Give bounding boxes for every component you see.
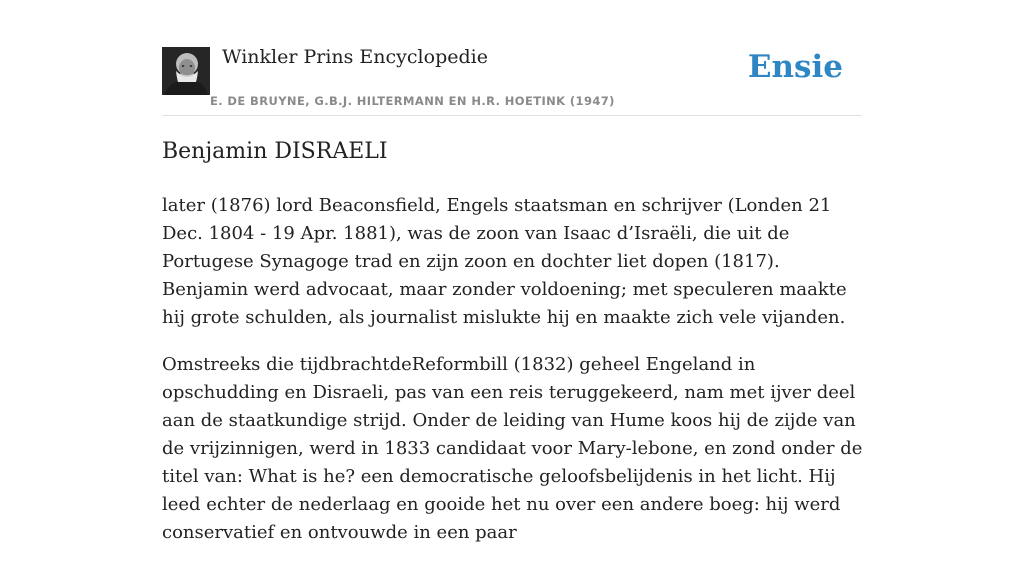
article-title: Benjamin DISRAELI xyxy=(162,139,388,164)
source-authors: E. DE BRUYNE, G.B.J. HILTERMANN EN H.R. HOETINK (1947) xyxy=(210,94,615,108)
source-title[interactable]: Winkler Prins Encyclopedie xyxy=(222,46,488,68)
avatar[interactable] xyxy=(162,47,210,95)
ensie-logo-link[interactable]: Ensie xyxy=(747,49,843,85)
article-body xyxy=(162,192,866,566)
bearded-man-portrait-icon xyxy=(162,47,210,95)
article-paragraph: later (1876) lord Beaconsfield, Engels staatsman en schrijver (Londen 21 Dec. 1804 - 19 Apr. 1881), was de zoon van Isaac d’Israëli, die uit de Portugese Synagoge trad en zijn zoon en dochter liet dopen (1817). Benjamin werd advocaat, maar zonder voldoening; met speculeren maakte hij grote schulden, als journalist mislukte hij en maakte zich vele vijanden. xyxy=(162,195,847,328)
article-paragraph: Omstreeks die tijdbrachtdeReformbill (1832) geheel Engeland in opschudding en Disraeli, pas van een reis teruggekeerd, nam met ijver deel aan de staatkundige strijd. Onder de leiding van Hume koos hij de zijde van de vrijzinnigen, werd in 1833 candidaat voor Mary-lebone, en zond onder de titel van: What is he? een democratische geloofsbelijdenis in het licht. Hij leed echter de nederlaag en gooide het nu over een andere boeg: hij werd conservatief en ontvouwde in een paar xyxy=(162,354,863,543)
source-header xyxy=(162,44,862,116)
